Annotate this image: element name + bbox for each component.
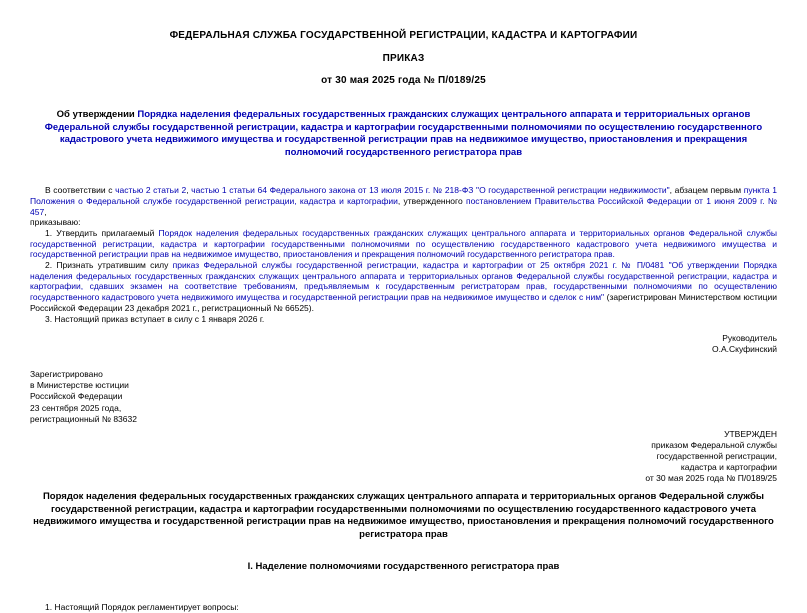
doc-reference-link[interactable]: Порядок наделения федеральных государственных гражданских служащих центрального аппарата и территориальных органов Федеральной службы государственной регистрации, кадастра и картографии государственными полномочиями по осуществлению государственного кадастрового учета недвижимого имущества и государственной регистрации прав на недвижимое имущество, приостановления и прекращения полномочий государственного регистратора прав. (30, 227, 777, 260)
text-run: 3. Настоящий приказ вступает в силу с 1 января 2026 г. (45, 313, 265, 324)
signatory-name: О.А.Скуфинский (711, 344, 777, 355)
text-run: (зарегистрирован Министерством юстиции Российской Федерации 23 декабря 2021 г., регистрационный № 66525). (30, 292, 777, 313)
text-run: 2. Признать утратившим силу (45, 260, 173, 271)
approved-order-title: Порядок наделения федеральных государственных гражданских служащих центрального аппарата и территориальных органов Федеральной службы государственной регистрации, кадастра и картографии государственными полномочиями по осуществлению государственного кадастрового учета недвижимого имущества и государственной регистрации прав на недвижимое имущество, приостановления и прекращения полномочий государственного регистратора прав (33, 490, 774, 541)
section-1-heading: I. Наделение полномочиями государственного регистратора прав (247, 561, 560, 573)
signatory-position: Руководитель (722, 333, 777, 344)
approved-line: приказом Федеральной службы (651, 439, 777, 450)
registration-line: в Министерстве юстиции (30, 380, 129, 391)
text-run: В соответствии с (45, 185, 116, 196)
doc-reference-link[interactable]: Порядка наделения федеральных государственных гражданских служащих центрального аппарата и территориальных органов Федеральной службы государственной регистрации, кадастра и картографии государственными полномочиями по осуществлению государственного кадастрового учета недвижимого имущества и государственной регистрации прав на недвижимое имущество, приостановления и прекращения полномочий государственного регистратора прав (44, 109, 763, 158)
approved-block (30, 429, 777, 484)
agency-name: ФЕДЕРАЛЬНАЯ СЛУЖБА ГОСУДАРСТВЕННОЙ РЕГИСТРАЦИИ, КАДАСТРА И КАРТОГРАФИИ (169, 30, 638, 41)
doc-date: от 30 мая 2025 года № П/0189/25 (321, 75, 486, 86)
text-run: 1. Утвердить прилагаемый (45, 227, 159, 238)
approved-line: кадастра и картографии (680, 461, 777, 472)
registration-block (30, 369, 777, 424)
approved-line: УТВЕРЖДЕН (724, 428, 777, 439)
doc-reference-link[interactable]: пункта 1 Положения о Федеральной службе государственной регистрации, кадастра и картографии (30, 185, 777, 206)
approved-line: от 30 мая 2025 года № П/0189/25 (645, 472, 777, 483)
text-run: , абзацем первым (669, 185, 744, 196)
registration-line: 23 сентября 2025 года, (30, 402, 122, 413)
order-item-2 (30, 260, 777, 314)
order-body-paragraph-1: 1. Настоящий Порядок регламентирует вопросы: (45, 602, 239, 613)
text-run: Об утверждении (56, 109, 138, 120)
preamble-paragraph (30, 185, 777, 217)
registration-line: Зарегистрировано (30, 369, 103, 380)
text-run: , утвержденного (397, 195, 466, 206)
doc-reference-link[interactable]: частью 2 статьи 2 (115, 185, 187, 196)
doc-reference-link[interactable]: приказ Федеральной службы государственной регистрации, кадастра и картографии от 25 октября 2021 г. № П/0481 "Об утверждении Порядка наделения федеральных государственных гражданских служащих центрального аппарата и территориальных органов Федеральной службы государственной регистрации, кадастра и картографии, сдавших экзамен на соответствие требованиям, предъявляемым к государственным регистраторам прав, государственными полномочиями по осуществлению государственного кадастрового учета недвижимого имущества и государственной регистрации прав на недвижимое имущество и сделок с ним" (30, 260, 777, 303)
text-run: , (186, 185, 192, 196)
doc-reference-link[interactable]: частью 1 статьи 64 Федерального закона от 13 июля 2015 г. № 218-ФЗ "О государственной регистрации недвижимости" (191, 185, 670, 196)
doc-type: ПРИКАЗ (382, 53, 425, 64)
doc-title (30, 109, 777, 159)
registration-line: Российской Федерации (30, 391, 123, 402)
approved-line: государственной регистрации, (656, 450, 777, 461)
text-run: , (44, 206, 47, 217)
resolution-word: приказываю: (30, 217, 81, 228)
doc-reference-link[interactable]: постановлением Правительства Российской Федерации от 1 июня 2009 г. № 457 (30, 195, 777, 217)
order-item-3 (30, 314, 777, 325)
registration-line: регистрационный № 83632 (30, 413, 137, 424)
order-item-1 (30, 228, 777, 260)
